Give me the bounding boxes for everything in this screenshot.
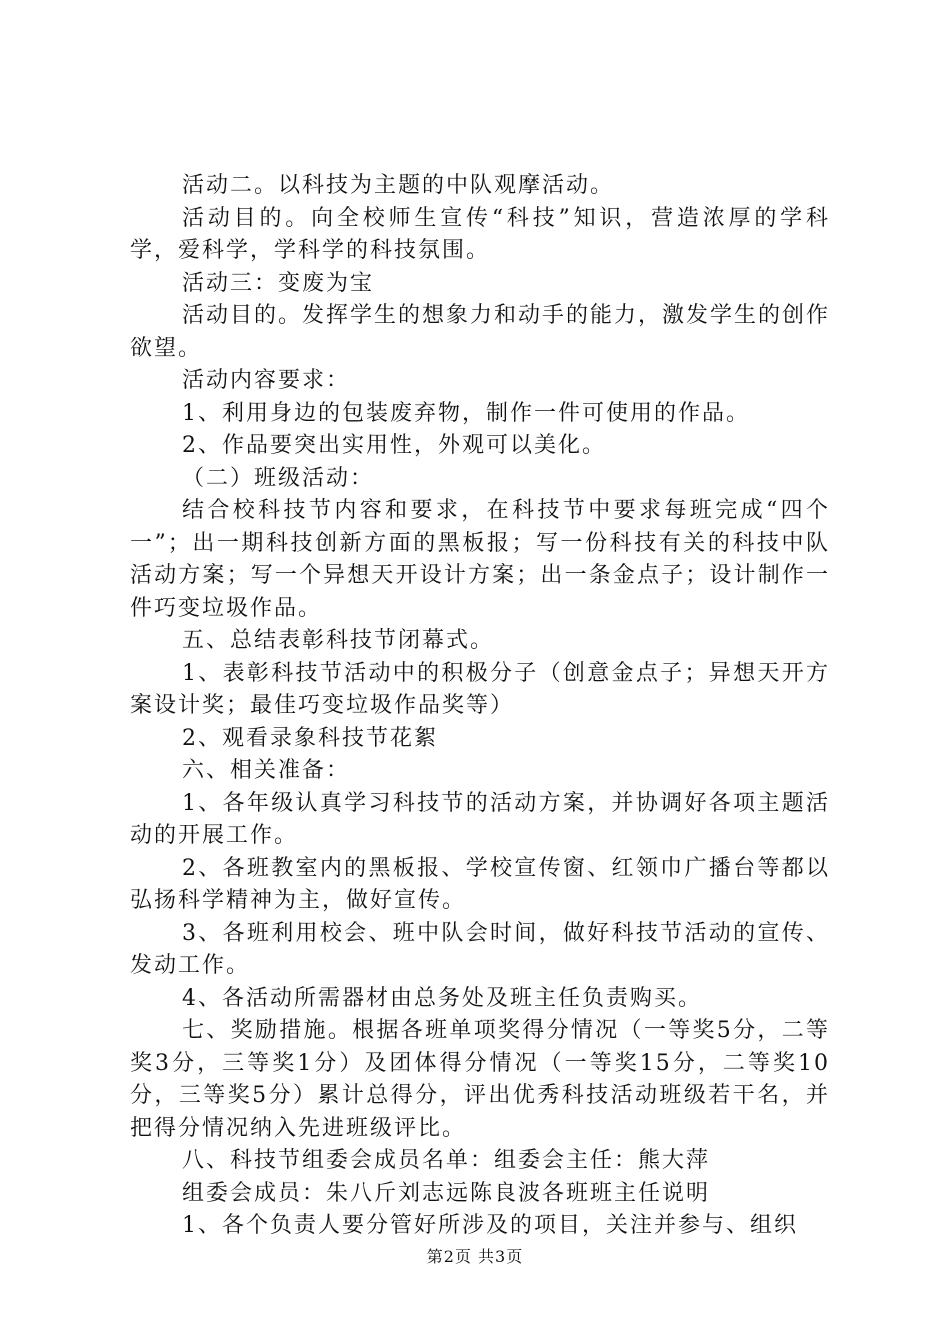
paragraph-19: 八、科技节组委会成员名单：组委会主任：熊大萍: [182, 1148, 711, 1173]
paragraph-7: 2、作品要突出实用性，外观可以美化。: [182, 433, 606, 458]
paragraph-6: 1、利用身边的包装废弃物，制作一件可使用的作品。: [182, 400, 750, 426]
paragraph-16: 3、各班利用校会、班中队会时间，做好科技节活动的宣传、发动工作。: [130, 920, 830, 978]
paragraph-9: 结合校科技节内容和要求，在科技节中要求每班完成“四个一”；出一期科技创新方面的黑板报；写一份科技有关的科技中队活动方案；写一个异想天开设计方案；出一条金点子；设计制作一件巧变垃圾作品。: [130, 498, 830, 621]
paragraph-12: 2、观看录象科技节花絮: [182, 725, 438, 751]
paragraph-3: 活动三：变废为宝: [182, 270, 375, 296]
paragraph-11: 1、表彰科技节活动中的积极分子（创意金点子；异想天开方案设计奖；最佳巧变垃圾作品奖等）: [130, 660, 830, 718]
paragraph-21: 1、各个负责人要分管好所涉及的项目，关注并参与、组织: [182, 1213, 798, 1238]
paragraph-5: 活动内容要求：: [182, 368, 351, 393]
paragraph-15: 2、各班教室内的黑板报、学校宣传窗、红领巾广播台等都以弘扬科学精神为主，做好宣传。: [130, 855, 830, 913]
paragraph-17: 4、各活动所需器材由总务处及班主任负责购买。: [182, 985, 702, 1011]
paragraph-4: 活动目的。发挥学生的想象力和动手的能力，激发学生的创作欲望。: [130, 303, 831, 361]
paragraph-10: 五、总结表彰科技节闭幕式。: [182, 628, 495, 653]
paragraph-13: 六、相关准备：: [182, 758, 351, 783]
paragraph-18: 七、奖励措施。根据各班单项奖得分情况（一等奖5分，二等奖3分，三等奖1分）及团体得分情况（一等奖15分，二等奖10分，三等奖5分）累计总得分，评出优秀科技活动班级若干名，并把得分情况纳入先进班级评比。: [130, 1018, 830, 1141]
paragraph-20: 组委会成员：朱八斤刘志远陈良波各班班主任说明: [182, 1180, 711, 1206]
paragraph-2: 活动目的。向全校师生宣传“科技”知识，营造浓厚的学科学，爱科学，学科学的科技氛围。: [130, 205, 830, 263]
paragraph-8: （二）班级活动：: [182, 465, 375, 491]
page-number-footer: 第2页 共3页: [426, 1247, 524, 1266]
paragraph-1: 活动二。以科技为主题的中队观摩活动。: [182, 173, 615, 198]
document-body: [130, 170, 830, 1243]
paragraph-14: 1、各年级认真学习科技节的活动方案，并协调好各项主题活动的开展工作。: [130, 790, 830, 848]
